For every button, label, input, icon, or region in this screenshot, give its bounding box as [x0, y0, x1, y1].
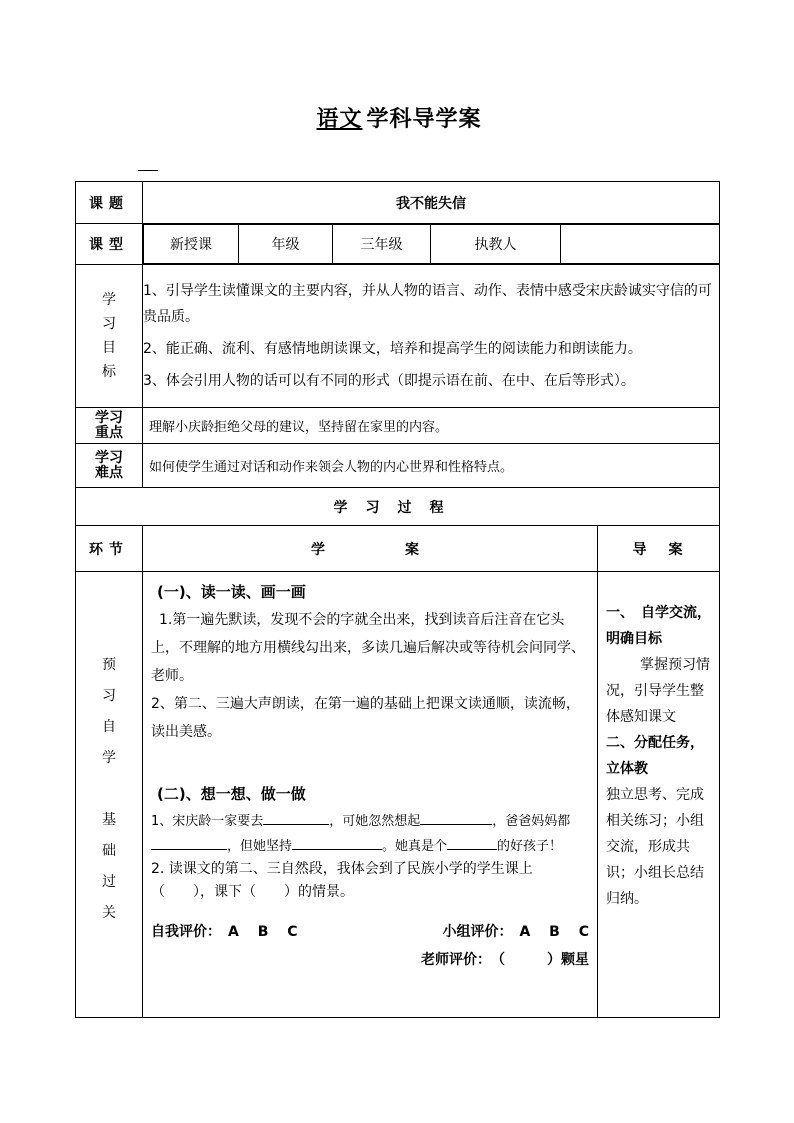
grade-value: 三年级	[333, 225, 431, 264]
goal-item: 2、能正确、流利、有感情地朗读课文，培养和提高学生的阅读能力和朗读能力。	[143, 341, 642, 357]
col-stage: 环节	[76, 526, 143, 572]
type-row	[76, 224, 720, 265]
q1-text: 的好孩子！	[497, 839, 563, 854]
stage-char: 预	[102, 657, 116, 673]
answer-blank[interactable]	[292, 833, 382, 850]
guide-1-title: 一、 自学交流，明确目标	[606, 605, 711, 647]
stage-char: 过	[102, 874, 116, 890]
type-label: 课型	[76, 224, 143, 265]
goals-row	[76, 265, 720, 408]
goals-label-char: 学	[102, 292, 116, 308]
page-title	[0, 102, 794, 133]
short-underline	[138, 170, 158, 171]
process-content-row	[76, 572, 720, 1018]
q1-text: ，爸爸妈妈都	[492, 814, 571, 829]
col-study: 学案	[143, 526, 598, 572]
group-eval: 小组评价： A B C	[442, 924, 589, 940]
goals-label	[76, 265, 143, 408]
section2-title: (二)、想一想、做一做	[157, 785, 306, 803]
guide-2-text: 独立思考、完成相关练习；小组交流，形成共识；小组长总结归纳。	[606, 787, 704, 907]
teacher-eval: 老师评价： （ ）颗星	[421, 952, 589, 968]
title-rest: 学科导学案	[366, 107, 482, 132]
goals-label-char: 目	[102, 340, 116, 356]
process-columns-row	[76, 526, 720, 572]
difficult-row	[76, 444, 720, 488]
answer-blank[interactable]	[151, 833, 227, 850]
process-header-row	[76, 488, 720, 526]
q1-text: ，但她坚持	[227, 839, 293, 854]
section1-paragraph-1: 1.第一遍先默读，发现不会的字就全出来，找到读音后注音在它头上，不理解的地方用横线勾出来，多读几遍后解决或等待机会问同学、老师。	[151, 612, 585, 684]
q1-text: 。她真是个	[382, 839, 448, 854]
guide-plan	[598, 572, 720, 1018]
stage-char: 自	[102, 719, 116, 735]
goals-label-char: 习	[102, 316, 116, 332]
stage-label	[76, 572, 143, 1018]
q1-text: ，可她忽然想起	[329, 814, 421, 829]
self-eval: 自我评价： A B C	[151, 924, 298, 940]
process-header: 学习过程	[76, 488, 720, 526]
goal-item: 3、体会引用人物的话可以有不同的形式（即提示语在前、在中、在后等形式）。	[143, 373, 635, 389]
goals-content	[143, 265, 720, 408]
answer-blank[interactable]	[420, 808, 492, 825]
col-guide: 导案	[598, 526, 720, 572]
q1-text: 1、宋庆龄一家要去	[151, 814, 264, 829]
stage-char: 基	[102, 812, 116, 828]
difficult-label-line: 学习	[95, 449, 123, 466]
guide-1-text: 掌握预习情况，引导学生整体感知课文	[606, 657, 710, 725]
difficult-value: 如何使学生通过对话和动作来领会人物的内心世界和性格特点。	[143, 444, 720, 488]
key-row	[76, 408, 720, 444]
topic-value: 我不能失信	[143, 182, 720, 224]
key-label	[76, 408, 143, 444]
self-group-eval	[151, 918, 589, 946]
difficult-label	[76, 444, 143, 488]
stage-char: 学	[102, 750, 116, 766]
section1-title: (一)、读一读、画一画	[157, 583, 306, 601]
key-value: 理解小庆龄拒绝父母的建议，坚持留在家里的内容。	[143, 408, 720, 444]
type-inner-table	[143, 224, 719, 264]
topic-row	[76, 182, 720, 224]
stage-char: 础	[102, 843, 116, 859]
lesson-plan-table	[75, 181, 720, 1018]
question-2: 2. 读课文的第二、三自然段，我体会到了民族小学的学生课上（ ），课下（ ）的情景。	[151, 861, 533, 900]
stage-spacer	[76, 774, 142, 805]
topic-label: 课题	[76, 182, 143, 224]
key-label-line: 重点	[95, 424, 123, 441]
grade-label: 年级	[239, 225, 333, 264]
teacher-value	[561, 225, 720, 264]
teacher-label: 执教人	[431, 225, 561, 264]
type-value: 新授课	[144, 225, 239, 264]
question-1	[151, 808, 589, 858]
key-label-line: 学习	[95, 409, 123, 426]
stage-char: 习	[102, 688, 116, 704]
section1-paragraph-2: 2、第二、三遍大声朗读，在第一遍的基础上把课文读通顺，读流畅，读出美感。	[151, 696, 580, 740]
goal-item: 1、引导学生读懂课文的主要内容，并从人物的语言、动作、表情中感受宋庆龄诚实守信的可贵品质。	[143, 283, 712, 325]
answer-blank[interactable]	[263, 808, 329, 825]
subject-name: 语文	[316, 107, 363, 132]
answer-blank[interactable]	[447, 833, 497, 850]
study-plan	[143, 572, 598, 1018]
difficult-label-line: 难点	[95, 464, 123, 481]
guide-2-title: 二、分配任务，立体教	[606, 735, 704, 777]
goals-label-char: 标	[102, 364, 116, 380]
stage-char: 关	[102, 905, 116, 921]
